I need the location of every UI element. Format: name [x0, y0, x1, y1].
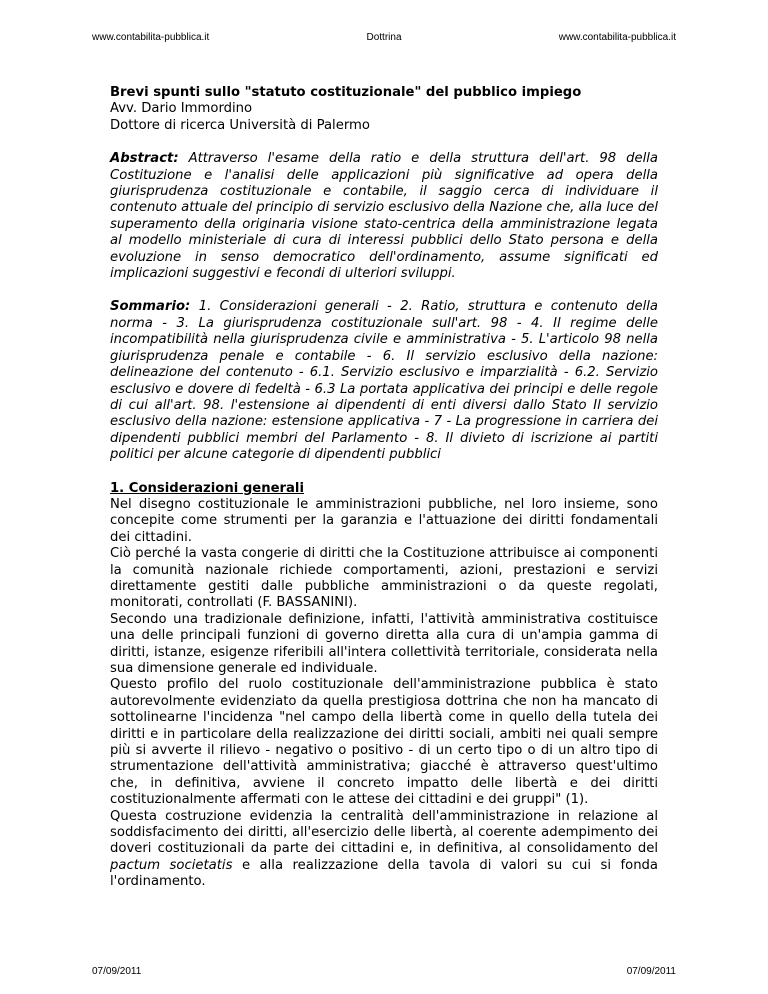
- header-right-url: www.contabilita-pubblica.it: [558, 32, 676, 43]
- author-affiliation: Dottore di ricerca Università di Palermo: [110, 117, 370, 133]
- paragraph-5-start: Questa costruzione evidenzia la centralità dell'amministrazione in relazione al soddisfacimento dei diritti, all'esercizio delle libertà, al coerente adempimento dei doveri costituzionali da parte dei cittadini e, in definitiva, al consolidamento del: [110, 808, 658, 857]
- footer-right-date: 07/09/2011: [626, 966, 676, 977]
- summary-label: Sommario:: [110, 299, 191, 315]
- header-section-label: Dottrina: [366, 32, 402, 43]
- abstract-text: Attraverso l'esame della ratio e della struttura dell'art. 98 della Costituzione e l'analisi delle applicazioni più significative ad opera della giurisprudenza costituzionale e contabile, il saggio cerca di individuare il contenuto attuale del principio di servizio esclusivo della Nazione che, alla luce del superamento della originaria visione stato-centrica della amministrazione legata al modello ministeriale di cura di interessi pubblici dello Stato persona e della evoluzione in senso democratico dell'ordinamento, assume significati ed implicazioni suggestivi e fecondi di ulteriori sviluppi.: [110, 151, 658, 282]
- paragraph-5-end: e alla realizzazione della tavola di valori su cui si fonda l'ordinamento.: [110, 857, 658, 890]
- section-paragraph-4: Questo profilo del ruolo costituzionale dell'amministrazione pubblica è stato autorevolmente evidenziato da quella prestigiosa dottrina che non ha mancato di sottolinearne l'incidenza "nel campo della libertà come in quello della tutela dei diritti e in particolare della realizzazione dei diritti sociali, ambiti nei quali sempre più si avverte il rilievo - negativo o positivo - di un certo tipo o di un altro tipo di strumentazione dell'attività amministrativa; giacché è attraverso quest'ultimo che, in definitiva, avviene il concreto impatto delle libertà e dei diritti costituzionalmente affermati con le attese dei cittadini e dei gruppi" (1).: [110, 677, 658, 808]
- section-paragraph-3: Secondo una tradizionale definizione, infatti, l'attività amministrativa costituisce una delle principali funzioni di governo diretta alla cura di un'ampia gamma di diritti, istanze, esigenze riferibili all'intera collettività territoriale, considerata nella sua dimensione generale ed individuale.: [110, 611, 658, 676]
- author-name: Avv. Dario Immordino: [110, 101, 253, 117]
- summary-paragraph: [110, 299, 658, 463]
- abstract-paragraph: [110, 151, 658, 282]
- title-block: [110, 85, 658, 134]
- pactum-societatis-term: pactum societatis: [110, 857, 233, 873]
- section-paragraph-1: Nel disegno costituzionale le amministrazioni pubbliche, nel loro insieme, sono concepite come strumenti per la garanzia e l'attuazione dei diritti fondamentali dei cittadini.: [110, 496, 658, 545]
- section-paragraph-5: [110, 809, 658, 891]
- document-body: [110, 85, 658, 891]
- page-header: [0, 32, 768, 48]
- section-paragraph-2: Ciò perché la vasta congerie di diritti che la Costituzione attribuisce ai componenti la comunità nazionale richiede comportamenti, azioni, prestazioni e servizi direttamente gestiti dalle pubbliche amministrazioni o da queste regolati, monitorati, controllati (F. BASSANINI).: [110, 546, 658, 611]
- summary-text: 1. Considerazioni generali - 2. Ratio, struttura e contenuto della norma - 3. La giurisprudenza costituzionale sull'art. 98 - 4. Il regime delle incompatibilità nella giurisprudenza civile e amministrativa - 5. L'articolo 98 nella giurisprudenza penale e contabile - 6. Il servizio esclusivo della nazione: delineazione del contenuto - 6.1. Servizio esclusivo e imparzialità - 6.2. Servizio esclusivo e dovere di fedeltà - 6.3 La portata applicativa dei principi e delle regole di cui all'art. 98. l'estensione ai dipendenti di enti diversi dallo Stato Il servizio esclusivo della nazione: estensione applicativa - 7 - La progressione in carriera dei dipendenti pubblici membri del Parlamento - 8. Il divieto di iscrizione ai partiti politici per alcune categorie di dipendenti pubblici: [110, 299, 658, 463]
- header-left-url: www.contabilita-pubblica.it: [92, 32, 210, 43]
- abstract-label: Abstract:: [110, 151, 179, 167]
- footer-left-date: 07/09/2011: [92, 966, 142, 977]
- section-heading: 1. Considerazioni generali: [110, 480, 304, 496]
- document-title: Brevi spunti sullo "statuto costituzionale" del pubblico impiego: [110, 85, 582, 100]
- page-footer: [0, 966, 768, 982]
